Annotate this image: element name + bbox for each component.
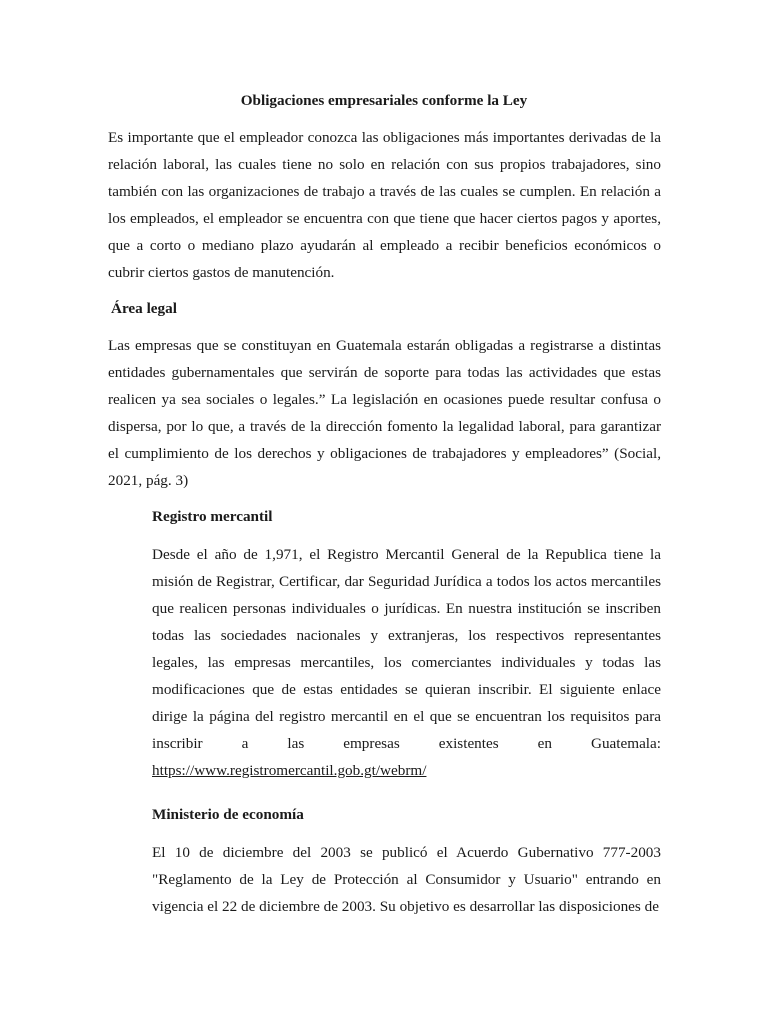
registro-mercantil-heading: Registro mercantil bbox=[152, 508, 273, 525]
ministerio-economia-paragraph: El 10 de diciembre del 2003 se publicó el Acuerdo Gubernativo 777-2003 "Reglamento de la Ley de Protección al Consumidor y Usuario" entrando en vigencia el 22 de diciembre de 2003. Su objetivo es desarrollar las disposiciones de bbox=[152, 844, 661, 915]
intro-paragraph: Es importante que el empleador conozca las obligaciones más importantes derivadas de la relación laboral, las cuales tiene no solo en relación con sus propios trabajadores, sino también con las organizaciones de trabajo a través de las cuales se cumplen. En relación a los empleados, el empleador se encuentra con que tiene que hacer ciertos pagos y aportes, que a corto o mediano plazo ayudarán al empleado a recibir beneficios económicos o cubrir ciertos gastos de manutención. bbox=[108, 129, 661, 281]
ministerio-economia-heading: Ministerio de economía bbox=[152, 806, 304, 823]
registro-mercantil-paragraph bbox=[152, 541, 661, 784]
area-legal-heading: Área legal bbox=[111, 300, 177, 317]
document-title: Obligaciones empresariales conforme la Ley bbox=[240, 92, 528, 109]
registro-mercantil-text: Desde el año de 1,971, el Registro Mercantil General de la Republica tiene la misión de Registrar, Certificar, dar Seguridad Jurídica a todos los actos mercantiles que realicen personas individuales o jurídicas. En nuestra institución se inscriben todas las sociedades nacionales y extranjeras, los respectivos representantes legales, las empresas mercantiles, los comerciantes individuales y todas las modificaciones que de estas entidades se quieran inscribir. El siguiente enlace dirige la página del registro mercantil en el que se encuentran los requisitos para inscribir a las empresas existentes en Guatemala: bbox=[152, 546, 661, 752]
registro-mercantil-link[interactable]: https://www.registromercantil.gob.gt/webrm/ bbox=[152, 762, 427, 779]
area-legal-paragraph: Las empresas que se constituyan en Guatemala estarán obligadas a registrarse a distintas entidades gubernamentales que servirán de soporte para todas las actividades que estas realicen ya sea sociales o legales.” La legislación en ocasiones puede resultar confusa o dispersa, por lo que, a través de la dirección fomento la legalidad laboral, para garantizar el cumplimiento de los derechos y obligaciones de trabajadores y empleadores” (Social, 2021, pág. 3) bbox=[108, 337, 661, 489]
